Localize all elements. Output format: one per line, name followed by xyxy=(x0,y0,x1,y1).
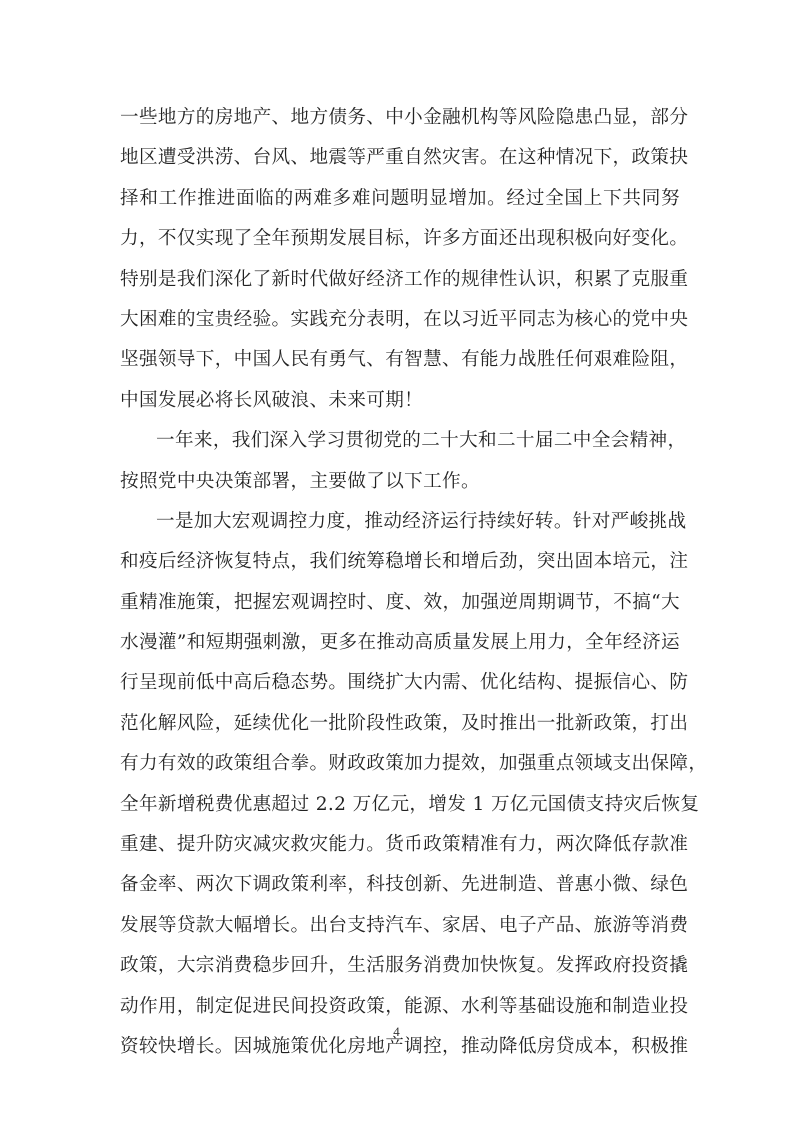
paragraph-3-line-8: 全年新增税费优惠超过 2.2 万亿元，增发 1 万亿元国债支持灾后恢复 xyxy=(120,793,700,815)
paragraph-3-line-12: 政策，大宗消费稳步回升，生活服务消费加快恢复。发挥政府投资撬 xyxy=(120,955,689,977)
paragraph-3-line-3: 重精准施策，把握宏观调控时、度、效，加强逆周期调节，不搞“大 xyxy=(120,591,680,613)
paragraph-1-line-3: 择和工作推进面临的两难多难问题明显增加。经过全国上下共同努 xyxy=(120,187,680,209)
paragraph-3-line-1: 一是加大宏观调控力度，推动经济运行持续好转。针对严峻挑战 xyxy=(156,510,687,532)
paragraph-3-line-11: 发展等贷款大幅增长。出台支持汽车、家居、电子产品、旅游等消费 xyxy=(120,914,689,936)
paragraph-3-line-14: 资较快增长。因城施策优化房地产调控，推动降低房贷成本，积极推 xyxy=(120,1035,689,1057)
page-number: 4 xyxy=(393,1024,400,1039)
paragraph-3-line-13: 动作用，制定促进民间投资政策，能源、水利等基础设施和制造业投 xyxy=(120,995,689,1017)
paragraph-1-line-8: 中国发展必将长风破浪、未来可期！ xyxy=(120,389,424,411)
paragraph-1-line-6: 大困难的宝贵经验。实践充分表明，在以习近平同志为核心的党中央 xyxy=(120,308,689,330)
paragraph-1-line-1: 一些地方的房地产、地方债务、中小金融机构等风险隐患凸显，部分 xyxy=(120,107,689,128)
paragraph-1-line-2: 地区遭受洪涝、台风、地震等严重自然灾害。在这种情况下，政策抉 xyxy=(120,147,689,169)
paragraph-3-line-7: 有力有效的政策组合拳。财政政策加力提效，加强重点领域支出保障， xyxy=(120,753,708,775)
paragraph-1-line-7: 坚强领导下，中国人民有勇气、有智慧、有能力战胜任何艰难险阻， xyxy=(120,349,689,371)
paragraph-3-line-9: 重建、提升防灾减灾救灾能力。货币政策精准有力，两次降低存款准 xyxy=(120,834,689,856)
paragraph-3-line-10: 备金率、两次下调政策利率，科技创新、先进制造、普惠小微、绿色 xyxy=(120,874,689,896)
paragraph-3-line-2: 和疫后经济恢复特点，我们统筹稳增长和增后劲，突出固本培元，注 xyxy=(120,551,689,573)
paragraph-1-line-5: 特别是我们深化了新时代做好经济工作的规律性认识，积累了克服重 xyxy=(120,268,689,290)
paragraph-3-line-4: 水漫灌”和短期强刺激，更多在推动高质量发展上用力，全年经济运 xyxy=(120,632,680,654)
body-text xyxy=(120,98,708,1067)
paragraph-3-line-6: 范化解风险，延续优化一批阶段性政策，及时推出一批新政策，打出 xyxy=(120,712,689,734)
paragraph-1-line-4: 力，不仅实现了全年预期发展目标，许多方面还出现积极向好变化。 xyxy=(120,228,689,250)
paragraph-3-line-5: 行呈现前低中高后稳态势。围绕扩大内需、优化结构、提振信心、防 xyxy=(120,672,689,694)
paragraph-2-line-2: 按照党中央决策部署，主要做了以下工作。 xyxy=(120,470,480,492)
paragraph-2-line-1: 一年来，我们深入学习贯彻党的二十大和二十届二中全会精神， xyxy=(156,430,687,452)
